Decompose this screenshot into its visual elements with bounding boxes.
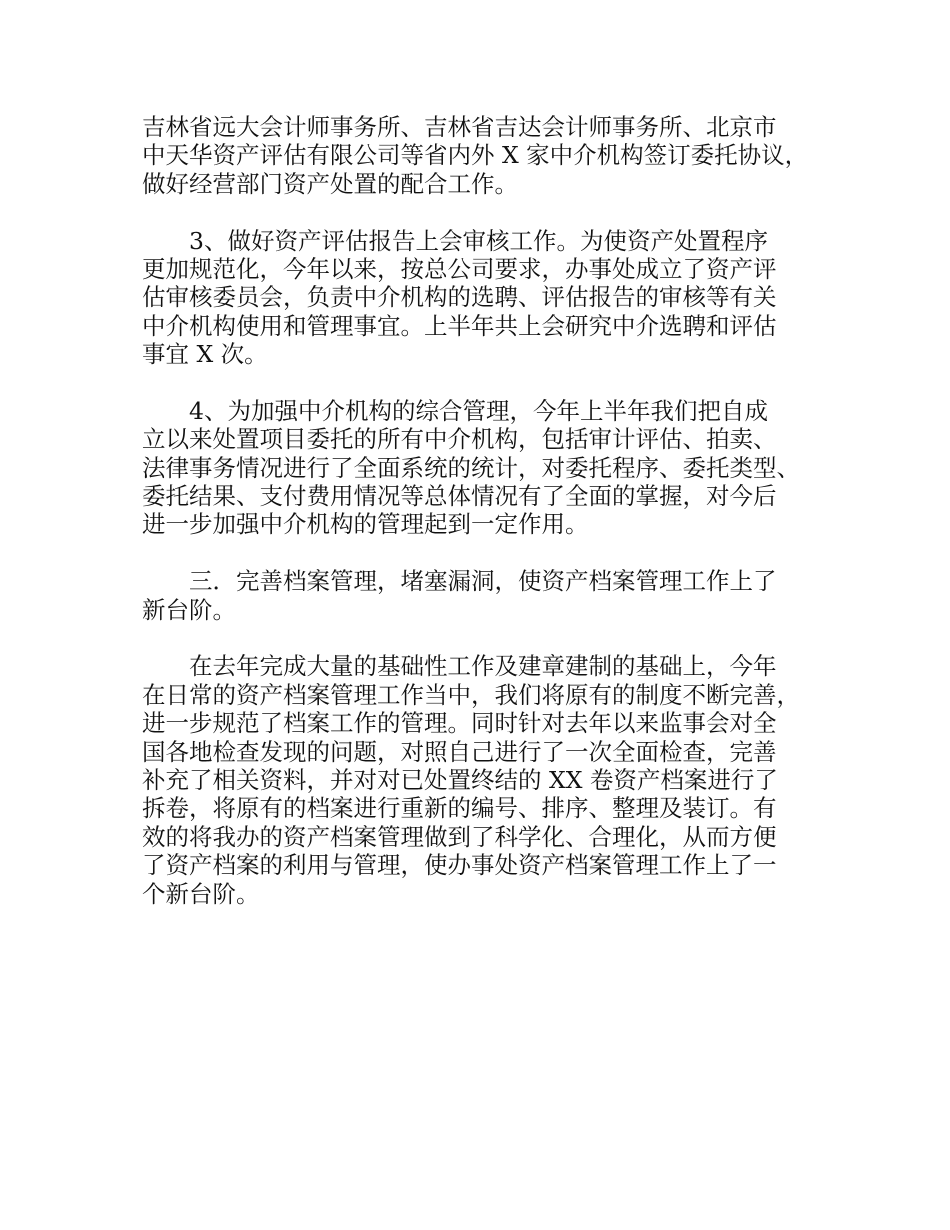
text-line: 中介机构使用和管理事宜。上半年共上会研究中介选聘和评估 [142, 311, 777, 340]
text-line: 了资产档案的利用与管理，使办事处资产档案管理工作上了一 [142, 851, 777, 880]
text-line: 在去年完成大量的基础性工作及建章建制的基础上，今年 [189, 652, 777, 681]
paragraph-item-3 [142, 227, 822, 369]
text-line: 吉林省远大会计师事务所、吉林省吉达会计师事务所、北京市 [142, 113, 777, 141]
text-line: 进一步加强中介机构的管理起到一定作用。 [142, 510, 589, 539]
text-line: 在日常的资产档案管理工作当中，我们将原有的制度不断完善， [142, 680, 800, 709]
text-line: 立以来处置项目委托的所有中介机构，包括审计评估、拍卖、 [142, 425, 777, 454]
text-line: 法律事务情况进行了全面系统的统计，对委托程序、委托类型、 [142, 453, 800, 482]
paragraph-continuation [142, 113, 822, 198]
text-line: 中天华资产评估有限公司等省内外 X 家中介机构签订委托协议， [142, 141, 809, 170]
text-line: 个新台阶。 [142, 879, 260, 908]
text-line: 效的将我办的资产档案管理做到了科学化、合理化，从而方便 [142, 822, 777, 851]
text-line: 3、做好资产评估报告上会审核工作。为使资产处置程序 [189, 226, 768, 255]
text-line: 国各地检查发现的问题，对照自己进行了一次全面检查，完善 [142, 737, 777, 766]
text-line: 新台阶。 [142, 595, 236, 624]
text-line: 事宜 X 次。 [142, 340, 268, 369]
text-line: 三．完善档案管理，堵塞漏洞，使资产档案管理工作上了 [189, 567, 777, 596]
paragraph-archive-management [142, 652, 822, 908]
paragraph-item-4 [142, 397, 822, 539]
text-line: 更加规范化，今年以来，按总公司要求，办事处成立了资产评 [142, 254, 777, 283]
document-body [142, 113, 822, 936]
text-line: 估审核委员会，负责中介机构的选聘、评估报告的审核等有关 [142, 283, 777, 312]
text-line: 进一步规范了档案工作的管理。同时针对去年以来监事会对全 [142, 709, 777, 738]
text-line: 拆卷，将原有的档案进行重新的编号、排序、整理及装订。有 [142, 794, 777, 823]
text-line: 委托结果、支付费用情况等总体情况有了全面的掌握，对今后 [142, 482, 777, 511]
text-line: 4、为加强中介机构的综合管理，今年上半年我们把自成 [189, 396, 768, 425]
section-heading-3 [142, 567, 822, 624]
text-line: 补充了相关资料，并对对已处置终结的 XX 卷资产档案进行了 [142, 765, 778, 794]
text-line: 做好经营部门资产处置的配合工作。 [142, 169, 518, 198]
